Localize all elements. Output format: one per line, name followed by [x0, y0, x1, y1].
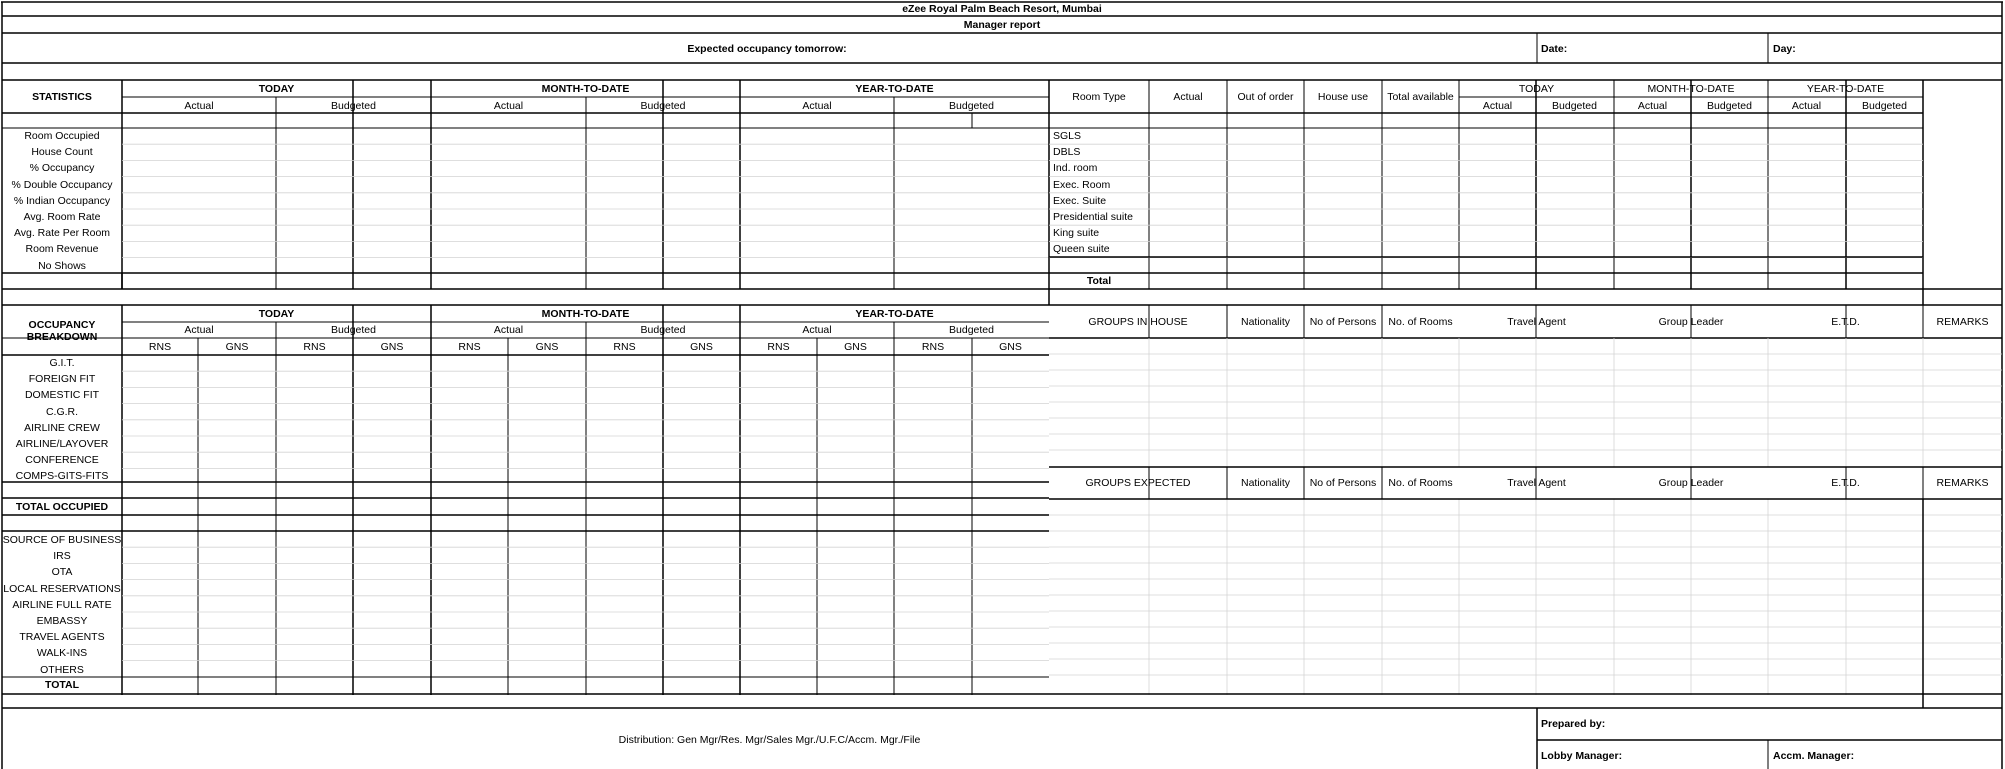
prepared-by-label: Prepared by: [1541, 718, 1606, 730]
groups-expected-col: Group Leader [1658, 477, 1724, 489]
statistics-row-label: Room Revenue [25, 243, 99, 256]
lobby-manager-label: Lobby Manager: [1541, 750, 1623, 762]
source-row-label: LOCAL RESERVATIONS [3, 582, 121, 595]
occ-rns-gns-header: GNS [999, 341, 1022, 353]
occ-rns-gns-header: RNS [148, 341, 172, 353]
source-row-label: EMBASSY [36, 615, 88, 627]
source-total-label: TOTAL [44, 679, 80, 691]
room-period-header: MONTH-TO-DATE [1647, 83, 1735, 95]
occupancy-row-label: C.G.R. [45, 405, 79, 418]
occ-rns-gns-header: RNS [613, 341, 636, 353]
occ-period-header: MONTH-TO-DATE [541, 308, 630, 320]
occ-subperiod-header: Budgeted [331, 324, 376, 336]
total-occupied-label: TOTAL OCCUPIED [15, 501, 109, 513]
room-type-row-label: DBLS [1053, 146, 1081, 159]
source-row-label: IRS [53, 550, 71, 563]
period-header: YEAR-TO-DATE [855, 83, 934, 95]
groups-in-house-col: REMARKS [1936, 316, 1989, 328]
occupancy-row-label: COMPS-GITS-FITS [15, 470, 109, 483]
subperiod-header: Actual [802, 100, 832, 112]
occupancy-row-label: DOMESTIC FIT [24, 389, 100, 402]
distribution-label: Distribution: Gen Mgr/Res. Mgr/Sales Mgr./U.F.C/Accm. Mgr./File [618, 734, 921, 746]
occupancy-header-2: BREAKDOWN [26, 331, 98, 343]
occ-period-header: TODAY [258, 308, 295, 320]
occ-rns-gns-header: RNS [921, 341, 945, 353]
statistics-row-label: Avg. Room Rate [23, 211, 101, 223]
period-header: MONTH-TO-DATE [541, 83, 630, 95]
report-title: eZee Royal Palm Beach Resort, Mumbai [902, 3, 1102, 15]
source-row-label: AIRLINE FULL RATE [12, 598, 112, 611]
accm-manager-label: Accm. Manager: [1773, 750, 1855, 762]
source-row-label: OTA [51, 566, 73, 579]
subperiod-header: Actual [493, 100, 524, 112]
groups-expected-col: E.T.D. [1831, 477, 1860, 489]
occupancy-row-label: AIRLINE/LAYOVER [15, 438, 109, 450]
groups-expected-col: REMARKS [1936, 477, 1989, 489]
period-header: TODAY [258, 83, 295, 95]
groups-expected-title: GROUPS EXPECTED [1085, 477, 1191, 489]
subperiod-header: Budgeted [949, 100, 994, 112]
occ-rns-gns-header: GNS [844, 341, 867, 353]
date-label: Date: [1541, 43, 1568, 55]
subperiod-header: Actual [184, 100, 214, 112]
source-row-label: OTHERS [40, 663, 84, 676]
statistics-row-label: % Double Occupancy [11, 178, 113, 191]
occ-subperiod-header: Actual [802, 324, 832, 336]
room-subperiod-header: Actual [1482, 100, 1513, 112]
groups-in-house-col: No of Persons [1309, 316, 1377, 328]
statistics-row-label: House Count [31, 146, 93, 159]
groups-in-house-col: E.T.D. [1831, 316, 1860, 328]
room-subperiod-header: Actual [1637, 100, 1668, 112]
room-type-header: Total available [1387, 91, 1454, 103]
occupancy-row-label: CONFERENCE [25, 454, 99, 467]
subperiod-header: Budgeted [331, 100, 376, 112]
groups-expected-col: No. of Rooms [1388, 477, 1453, 489]
room-period-header: TODAY [1518, 83, 1555, 95]
room-type-row-label: Presidential suite [1053, 211, 1133, 223]
room-type-row-label: Ind. room [1053, 162, 1098, 175]
occ-rns-gns-header: RNS [458, 341, 481, 353]
room-subperiod-header: Budgeted [1707, 100, 1752, 112]
statistics-row-label: No Shows [38, 259, 86, 272]
occ-subperiod-header: Budgeted [949, 324, 994, 336]
room-type-row-label: Queen suite [1053, 243, 1110, 256]
occ-subperiod-header: Actual [184, 324, 214, 336]
statistics-row-label: Room Occupied [24, 130, 100, 142]
groups-expected-col: Nationality [1240, 477, 1291, 489]
room-type-header: House use [1317, 91, 1369, 103]
room-period-header: YEAR-TO-DATE [1806, 83, 1885, 95]
groups-in-house-col: Nationality [1240, 316, 1291, 328]
day-label: Day: [1773, 43, 1796, 55]
source-row-label: WALK-INS [36, 647, 88, 660]
room-subperiod-header: Budgeted [1862, 100, 1907, 112]
room-type-row-label: King suite [1053, 227, 1100, 240]
source-row-label: SOURCE OF BUSINESS [2, 534, 122, 546]
groups-in-house-col: Travel Agent [1507, 316, 1566, 328]
statistics-header: STATISTICS [32, 91, 92, 103]
expected-occupancy-label: Expected occupancy tomorrow: [687, 43, 847, 55]
occ-period-header: YEAR-TO-DATE [855, 308, 934, 320]
occ-rns-gns-header: GNS [535, 341, 559, 353]
occupancy-row-label: AIRLINE CREW [24, 421, 100, 434]
statistics-row-label: % Occupancy [29, 162, 95, 175]
room-type-header: Actual [1173, 91, 1203, 103]
room-subperiod-header: Actual [1791, 100, 1822, 112]
room-type-row-label: SGLS [1053, 130, 1082, 142]
occ-rns-gns-header: GNS [380, 341, 404, 353]
room-type-row-label: Exec. Room [1053, 178, 1111, 191]
source-row-label: TRAVEL AGENTS [19, 631, 105, 644]
room-type-header: Out of order [1237, 91, 1294, 103]
groups-expected-col: Travel Agent [1507, 477, 1566, 489]
groups-in-house-col: No. of Rooms [1388, 316, 1453, 328]
occ-rns-gns-header: RNS [767, 341, 790, 353]
groups-in-house-title: GROUPS IN HOUSE [1088, 316, 1188, 328]
statistics-row-label: Avg. Rate Per Room [13, 227, 111, 240]
room-type-header: Room Type [1072, 91, 1126, 103]
subperiod-header: Budgeted [640, 100, 686, 112]
room-type-row-label: Exec. Suite [1053, 194, 1107, 207]
groups-expected-col: No of Persons [1309, 477, 1377, 489]
groups-in-house-col: Group Leader [1658, 316, 1724, 328]
statistics-row-label: % Indian Occupancy [13, 194, 111, 207]
occ-rns-gns-header: RNS [303, 341, 326, 353]
occupancy-header-1: OCCUPANCY [28, 319, 96, 331]
report-subtitle: Manager report [963, 19, 1041, 31]
room-subperiod-header: Budgeted [1552, 100, 1597, 112]
occupancy-row-label: FOREIGN FIT [28, 373, 96, 386]
room-type-total: Total [1086, 275, 1112, 287]
occ-subperiod-header: Budgeted [640, 324, 686, 336]
occupancy-row-label: G.I.T. [49, 357, 75, 369]
occ-subperiod-header: Actual [493, 324, 524, 336]
occ-rns-gns-header: GNS [690, 341, 713, 353]
occ-rns-gns-header: GNS [225, 341, 249, 353]
